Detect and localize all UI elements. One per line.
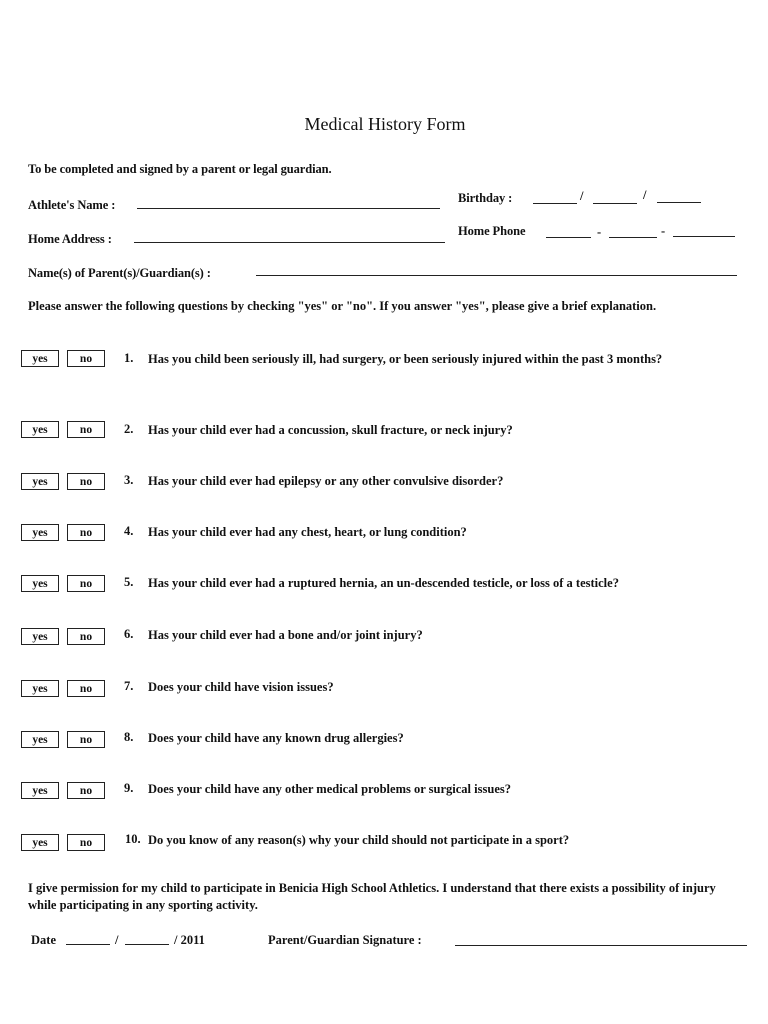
question-number: 5. xyxy=(124,575,134,589)
athlete-name-field[interactable] xyxy=(137,208,440,209)
question-text: Has your child ever had a concussion, skull fracture, or neck injury? xyxy=(148,423,513,437)
birthday-day-field[interactable] xyxy=(593,203,637,204)
question-text: Has your child ever had epilepsy or any other convulsive disorder? xyxy=(148,474,504,488)
birthday-label: Birthday : xyxy=(458,191,513,205)
question-number: 7. xyxy=(124,679,134,693)
question-number: 6. xyxy=(124,627,134,641)
signature-field[interactable] xyxy=(455,945,747,946)
date-year: / 2011 xyxy=(174,933,205,947)
yes-checkbox-q9[interactable]: yes xyxy=(21,782,59,799)
phone-separator-2: - xyxy=(661,224,666,238)
yes-checkbox-q5[interactable]: yes xyxy=(21,575,59,592)
question-number: 2. xyxy=(124,422,134,436)
yes-checkbox-q6[interactable]: yes xyxy=(21,628,59,645)
yes-checkbox-q2[interactable]: yes xyxy=(21,421,59,438)
no-checkbox-q6[interactable]: no xyxy=(67,628,105,645)
yes-checkbox-q10[interactable]: yes xyxy=(21,834,59,851)
birthday-separator-1: / xyxy=(580,189,584,203)
phone-separator-1: - xyxy=(597,225,602,239)
birthday-month-field[interactable] xyxy=(533,203,577,204)
home-phone-label: Home Phone xyxy=(458,224,526,238)
question-text: Does your child have vision issues? xyxy=(148,680,334,694)
home-address-field[interactable] xyxy=(134,242,445,243)
permission-text: I give permission for my child to participate in Benicia High School Athletics. I understand that there exists a possibility of injury while participating in any sporting activity. xyxy=(28,881,716,912)
question-number: 8. xyxy=(124,730,134,744)
question-number: 10. xyxy=(125,832,141,846)
question-text: Has you child been seriously ill, had surgery, or been seriously injured within the past 3 months? xyxy=(148,352,663,366)
date-day-field[interactable] xyxy=(125,944,169,945)
no-checkbox-q1[interactable]: no xyxy=(67,350,105,367)
date-separator: / xyxy=(115,933,119,947)
athlete-name-label: Athlete's Name : xyxy=(28,198,116,212)
yes-checkbox-q3[interactable]: yes xyxy=(21,473,59,490)
question-number: 1. xyxy=(124,351,134,365)
no-checkbox-q5[interactable]: no xyxy=(67,575,105,592)
no-checkbox-q2[interactable]: no xyxy=(67,421,105,438)
home-address-label: Home Address : xyxy=(28,232,112,246)
question-text: Do you know of any reason(s) why your child should not participate in a sport? xyxy=(148,833,570,847)
yes-checkbox-q1[interactable]: yes xyxy=(21,350,59,367)
parent-names-label: Name(s) of Parent(s)/Guardian(s) : xyxy=(28,266,211,280)
yes-checkbox-q8[interactable]: yes xyxy=(21,731,59,748)
question-text: Does your child have any other medical problems or surgical issues? xyxy=(148,782,511,796)
home-phone-area-field[interactable] xyxy=(546,237,591,238)
page-title: Medical History Form xyxy=(304,114,466,134)
no-checkbox-q3[interactable]: no xyxy=(67,473,105,490)
question-number: 3. xyxy=(124,473,134,487)
home-phone-prefix-field[interactable] xyxy=(609,237,657,238)
birthday-separator-2: / xyxy=(643,188,647,202)
no-checkbox-q10[interactable]: no xyxy=(67,834,105,851)
date-month-field[interactable] xyxy=(66,944,110,945)
questions-intro: Please answer the following questions by checking "yes" or "no". If you answer "yes", please give a brief explanation. xyxy=(28,299,657,313)
question-number: 4. xyxy=(124,524,134,538)
question-text: Does your child have any known drug allergies? xyxy=(148,731,404,745)
parent-names-field[interactable] xyxy=(256,275,737,276)
yes-checkbox-q7[interactable]: yes xyxy=(21,680,59,697)
home-phone-line-field[interactable] xyxy=(673,236,735,237)
instruction-text: To be completed and signed by a parent or legal guardian. xyxy=(28,162,332,176)
signature-label: Parent/Guardian Signature : xyxy=(268,933,422,947)
no-checkbox-q4[interactable]: no xyxy=(67,524,105,541)
question-number: 9. xyxy=(124,781,134,795)
question-text: Has your child ever had a ruptured hernia, an un-descended testicle, or loss of a testicle? xyxy=(148,576,619,590)
no-checkbox-q7[interactable]: no xyxy=(67,680,105,697)
no-checkbox-q9[interactable]: no xyxy=(67,782,105,799)
yes-checkbox-q4[interactable]: yes xyxy=(21,524,59,541)
birthday-year-field[interactable] xyxy=(657,202,701,203)
question-text: Has your child ever had any chest, heart, or lung condition? xyxy=(148,525,467,539)
question-text: Has your child ever had a bone and/or joint injury? xyxy=(148,628,423,642)
date-label: Date xyxy=(31,933,56,947)
no-checkbox-q8[interactable]: no xyxy=(67,731,105,748)
